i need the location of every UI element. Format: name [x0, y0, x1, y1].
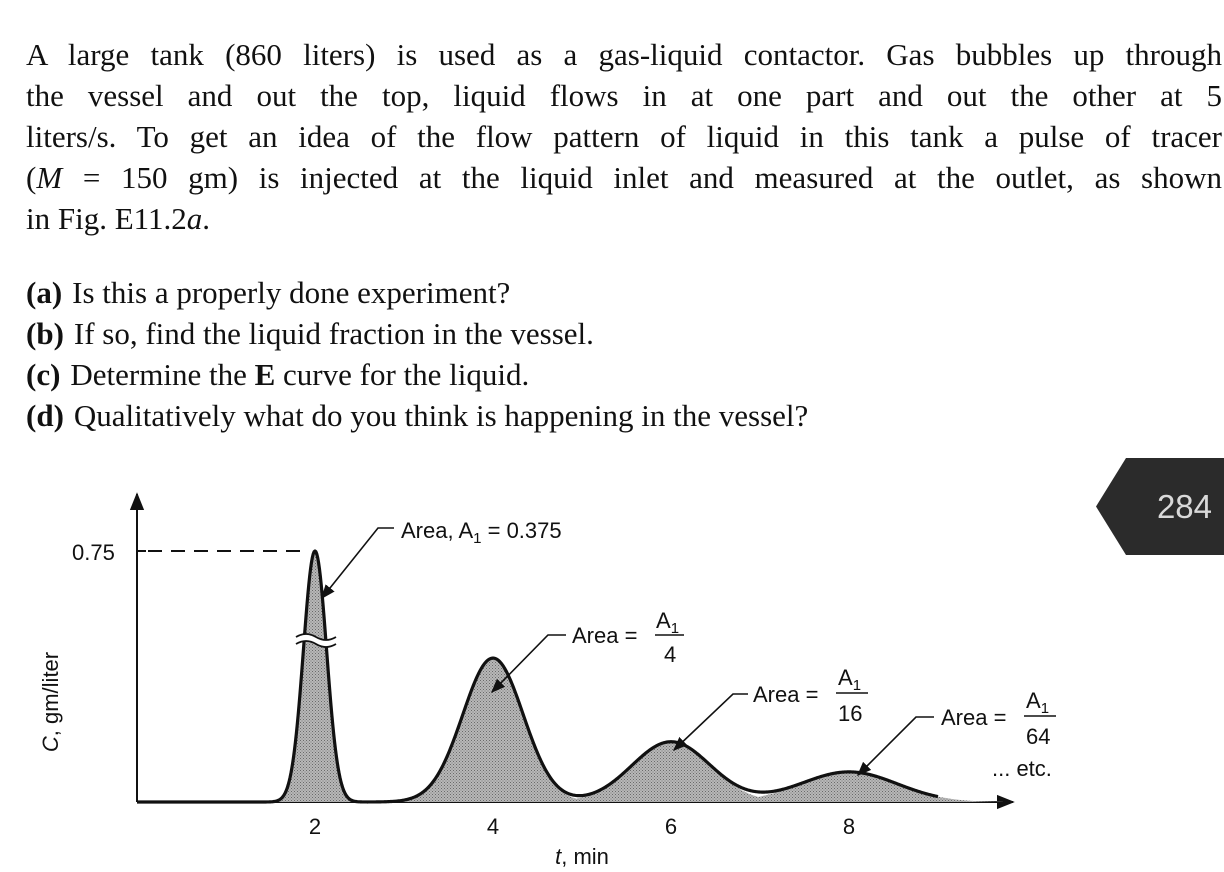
subscript: 1 [670, 620, 680, 637]
area-label: Area, A [401, 518, 474, 543]
question-text: If so, find the liquid fraction in the vessel. [73, 316, 594, 351]
area-label: Area = [753, 682, 819, 707]
x-label-unit: , min [561, 844, 609, 869]
tracer-response-chart [0, 470, 1224, 872]
subscript: 1 [852, 677, 862, 694]
x-tick-label: 6 [664, 814, 678, 839]
problem-line [26, 157, 1222, 198]
x-tick-label: 4 [486, 814, 500, 839]
question-item [26, 395, 808, 436]
question-text: Determine the [70, 357, 255, 392]
problem-line-2: the vessel and out the top, liquid flows in at one part and out the other at 5 [26, 78, 1222, 113]
fraction-denominator: 16 [838, 701, 863, 726]
num-var: A [656, 608, 671, 633]
area-annotation-2 [572, 608, 684, 667]
y-tick-label: 0.75 [72, 540, 115, 565]
question-label: (a) [26, 275, 63, 310]
fraction-denominator: 4 [664, 642, 677, 667]
area-label: Area = [572, 623, 638, 648]
fraction-numerator [838, 665, 861, 694]
problem-line [26, 34, 1222, 75]
subscript: 1 [1040, 700, 1050, 717]
question-text: curve for the liquid. [275, 357, 530, 392]
area-annotation-3 [753, 665, 868, 726]
subscript: 1 [473, 530, 482, 547]
y-label-var: C [38, 736, 63, 753]
area-annotation-1 [401, 518, 562, 547]
leader-line-a3 [674, 694, 748, 750]
peak-2-fill [396, 658, 590, 802]
mass-variable: M [36, 160, 63, 195]
x-axis-label [555, 844, 609, 869]
peak-1-fill [278, 551, 352, 802]
peak-series [137, 551, 1003, 802]
question-list [26, 272, 808, 436]
question-item [26, 354, 808, 395]
x-tick-label: 2 [308, 814, 322, 839]
etc-annotation: ... etc. [992, 756, 1052, 781]
x-label-var: t [555, 844, 562, 869]
page-number: 284 [1156, 488, 1212, 525]
problem-statement [26, 34, 1222, 239]
question-label: (b) [26, 316, 64, 351]
period: . [202, 201, 211, 236]
question-item [26, 313, 808, 354]
num-var: A [838, 665, 853, 690]
question-label: (d) [26, 398, 64, 433]
problem-line-5: in Fig. E11.2 [26, 201, 187, 236]
y-axis-label [38, 652, 63, 752]
question-label: (c) [26, 357, 61, 392]
e-curve-symbol: E [254, 357, 276, 392]
area-annotation-4 [941, 688, 1056, 749]
leader-line-a4 [858, 717, 934, 775]
num-var: A [1026, 688, 1041, 713]
area-label: Area = [941, 705, 1007, 730]
leader-line-a1 [322, 528, 394, 598]
x-tick-label: 8 [842, 814, 856, 839]
problem-line [26, 75, 1222, 116]
problem-line-1: A large tank (860 liters) is used as a gas-liquid contactor. Gas bubbles up through [26, 37, 1222, 72]
paren: ( [26, 160, 37, 195]
question-item [26, 272, 808, 313]
problem-line-3: liters/s. To get an idea of the flow pattern of liquid in this tank a pulse of tracer [26, 119, 1222, 154]
problem-line-4: = 150 gm) is injected at the liquid inlet and measured at the outlet, as shown [62, 160, 1222, 195]
area-value: = 0.375 [481, 518, 562, 543]
y-label-unit: , gm/liter [38, 651, 63, 737]
fraction-numerator [1026, 688, 1049, 717]
fraction-denominator: 64 [1026, 724, 1051, 749]
problem-line [26, 116, 1222, 157]
fraction-numerator [656, 608, 679, 637]
problem-line [26, 198, 1222, 239]
question-text: Is this a properly done experiment? [72, 275, 511, 310]
figure-suffix: a [186, 201, 203, 236]
question-text: Qualitatively what do you think is happening in the vessel? [73, 398, 809, 433]
